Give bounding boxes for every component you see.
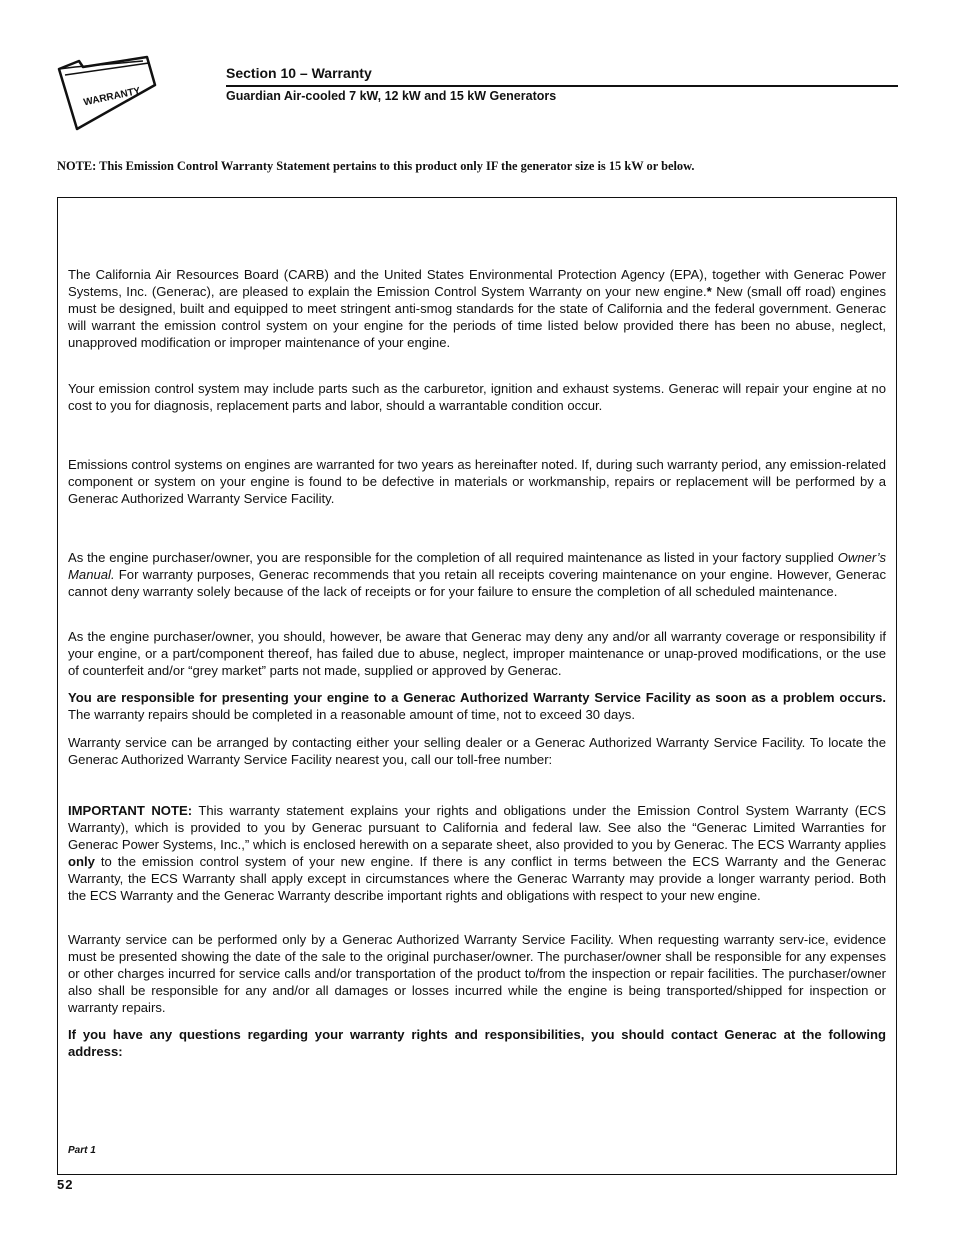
paragraph-coverage: Emissions control systems on engines are warranted for two years as hereinafter noted. If, during such warranty period, any emission-related component or system on your engine is found to be defective in materials or workmanship, repairs or replacement will be performed by a Generac Authorized Warranty Service Facility. <box>68 457 886 506</box>
header-rule <box>226 85 898 87</box>
paragraph-service-performed: Warranty service can be performed only by a Generac Authorized Warranty Service Facility. When requesting warranty serv-ice, evidence must be presented showing the date of the sale to the original purchaser/owner. The purchaser/owner shall be responsible for any expenses or other charges incurred for service calls and/or transportation of the product to/from the inspection or repair facilities. The purchaser/owner also shall be responsible for any and/or all damages or losses incurred while the engine is being transported/shipped for inspection or warranty repairs. <box>68 932 886 1015</box>
section-title: Section 10 – Warranty <box>226 65 372 81</box>
section-subtitle: Guardian Air-cooled 7 kW, 12 kW and 15 kW Generators <box>226 89 557 103</box>
paragraph-arrange-service: Warranty service can be arranged by contacting either your selling dealer or a Generac Authorized Warranty Service Facility. To locate the Generac Authorized Warranty Service Facility nearest you, call our toll-free number: <box>68 735 886 767</box>
paragraph-parts: Your emission control system may include parts such as the carburetor, ignition and exhaust systems. Generac will repair your engine at no cost to you for diagnosis, replacement parts and labor, should a warrantable condition occur. <box>68 381 886 413</box>
paragraph-intro: The California Air Resources Board (CARB) and the United States Environmental Protection Agency (EPA), together with Generac Power Systems, Inc. (Generac), are pleased to explain the Emission Control System Warranty on your new engine.* New (small off road) engines must be designed, built and equipped to meet stringent anti-smog standards for the state of California and the federal government. Generac will warrant the emission control system on your engine for the periods of time listed below provided there has been no abuse, neglect, unapproved modification or improper maintenance of your engine. <box>68 267 886 350</box>
part-label: Part 1 <box>68 1145 96 1156</box>
paragraph-owner-responsibility: As the engine purchaser/owner, you are responsible for the completion of all required maintenance as listed in your factory supplied Owner’s Manual. For warranty purposes, Generac recommends that you retain all receipts covering maintenance on your engine. However, Generac cannot deny warranty solely because of the lack of receipts or for your failure to ensure the completion of all scheduled maintenance. <box>68 550 886 599</box>
paragraph-contact: If you have any questions regarding your warranty rights and responsibilities, you should contact Generac at the following address: <box>68 1027 886 1059</box>
paragraph-deny-coverage: As the engine purchaser/owner, you should, however, be aware that Generac may deny any and/or all warranty coverage or responsibility if your engine, or a part/component thereof, has failed due to abuse, neglect, improper maintenance or unap-proved modifications, or the use of counterfeit and/or “grey market” parts not made, supplied or approved by Generac. <box>68 629 886 678</box>
paragraph-presenting-engine: You are responsible for presenting your engine to a Generac Authorized Warranty Service Facility as soon as a problem occurs. The warranty repairs should be completed in a reasonable amount of time, not to exceed 30 days. <box>68 690 886 722</box>
page-number: 52 <box>57 1177 74 1192</box>
logo-text: WARRANTY <box>82 85 142 109</box>
paragraph-important-note: IMPORTANT NOTE: This warranty statement explains your rights and obligations under the Emission Control System Warranty (ECS Warranty), which is provided to you by Generac pursuant to California and federal law. See also the “Generac Limited Warranties for Generac Power Systems, Inc.,” which is enclosed herewith on a separate sheet, also provided to you by Generac. The ECS Warranty applies only to the emission control system of your new engine. If there is any conflict in terms between the ECS Warranty and the Generac Warranty, the ECS Warranty shall apply except in circumstances where the Generac Warranty may provide a longer warranty period. Both the ECS Warranty and the Generac Warranty describe important rights and obligations with respect to your new engine. <box>68 803 886 903</box>
warranty-folder-icon <box>55 55 165 135</box>
emission-note: NOTE: This Emission Control Warranty Statement pertains to this product only IF the generator size is 15 kW or below. <box>57 159 695 173</box>
